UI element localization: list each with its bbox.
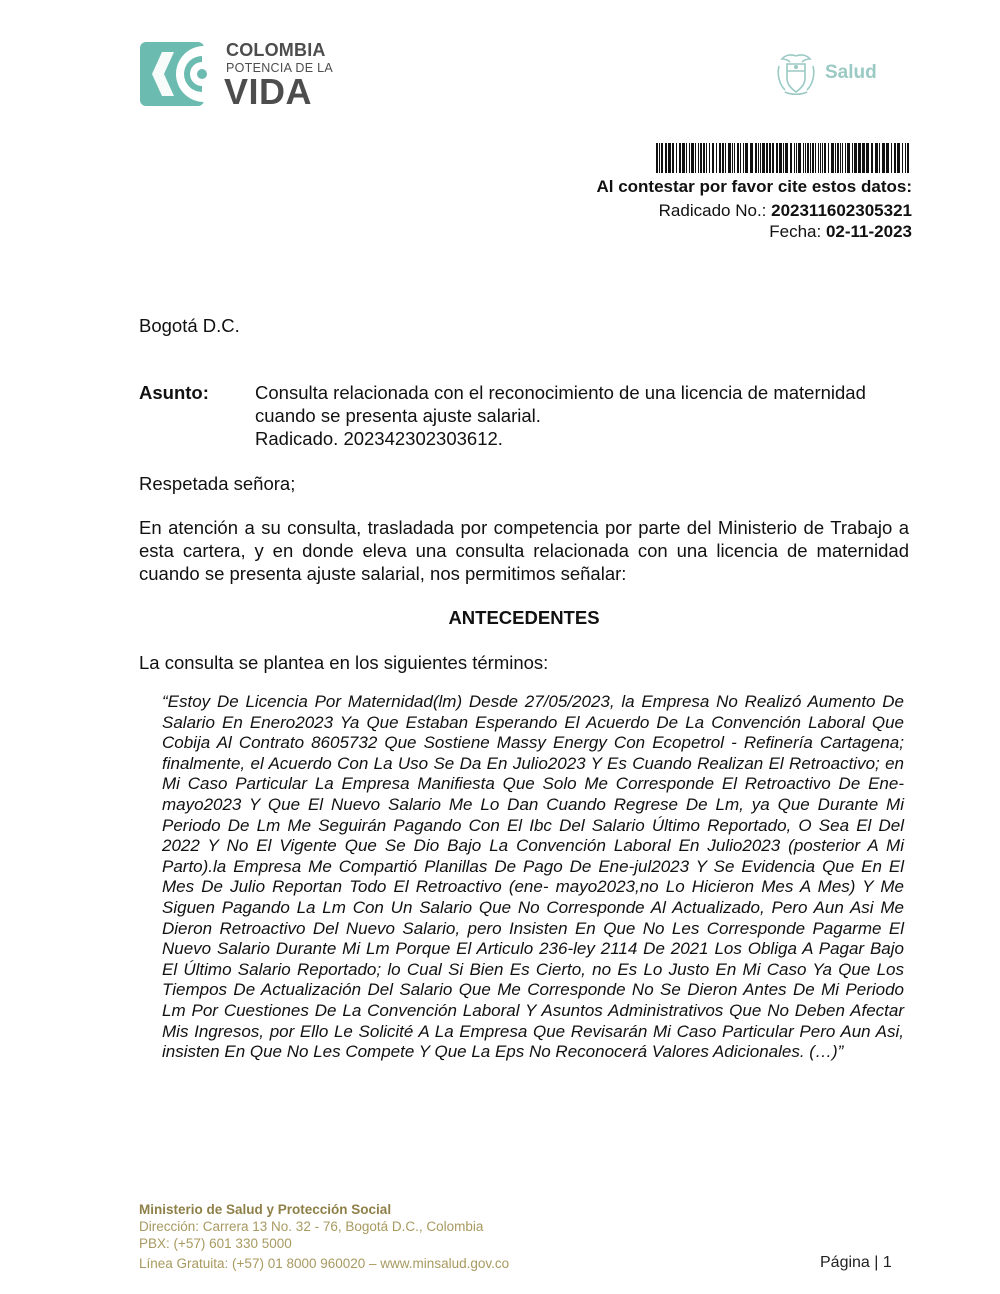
barcode-bar xyxy=(719,143,721,173)
barcode-bar xyxy=(679,143,681,173)
barcode-bar xyxy=(796,143,797,173)
barcode-bar xyxy=(661,143,663,173)
barcode-bar xyxy=(879,143,880,173)
barcode-bar xyxy=(866,143,869,173)
coat-of-arms-icon xyxy=(775,52,817,96)
barcode-bar xyxy=(858,143,861,173)
barcode-bar xyxy=(837,143,839,173)
barcode-bar xyxy=(691,143,694,173)
barcode-bar xyxy=(656,143,658,173)
barcode-bar xyxy=(905,143,906,173)
barcode-bar xyxy=(758,143,759,173)
barcode-bar xyxy=(805,143,806,173)
colombia-potencia-logo xyxy=(140,40,340,112)
barcode-bar xyxy=(818,143,819,173)
barcode-bar xyxy=(698,143,699,173)
logo-line-colombia: COLOMBIA xyxy=(226,40,326,60)
barcode-bar xyxy=(732,143,733,173)
asunto-label: Asunto: xyxy=(139,382,209,403)
barcode-bar xyxy=(828,143,829,173)
fecha-line xyxy=(769,222,912,242)
radicado-label: Radicado No.: xyxy=(658,201,772,220)
quoted-consulta: “Estoy De Licencia Por Maternidad(lm) Desde 27/05/2023, la Empresa No Realizó Aumento De Salario En Enero2023 Ya Que Estaban Esperando El Acuerdo De La Convención Laboral Que Cobija Al Contrato 8605732 Que Sostiene Massy Energy Con Ecopetrol - Refinería Cartagena; finalmente, el Acuerdo Con La Uso Se Da En Julio2023 Y Es Cuando Realizan El Retroactivo; en Mi Caso Particular La Empresa Manifiesta Que Solo Me Corresponde El Retroactivo De Ene-mayo2023 Y Que El Nuevo Salario Me Lo Dan Cuando Regrese De Lm, ya Que Durante Mi Periodo De Lm Me Seguirán Pagando Con El Ibc Del Salario Último Reportado, O Sea El Del 2022 Y No El Vigente Que Se Dio Bajo La Convención Laboral En Julio2023 (posterior A Mi Parto).la Empresa Me Compartió Planillas De Pago De Ene-jul2023 Y Se Evidencia Que En El Mes De Julio Reportan Todo El Retroactivo (ene- mayo2023,no Lo Hicieron Mes A Mes) Y Me Siguen Pagando La Lm Con Un Salario Que No Corresponde Al Actualizado, Pero Aun Asi Me Dieron Retroactivo Del Nuevo Salario, pero Insisten En Que No Les Corresponde Pagarme El Nuevo Salario Durante Mi Lm Porque El Articulo 236-ley 2114 De 2021 Los Obliga A Pagar Bajo El Último Salario Reportado; lo Cual Si Bien Es Cierto, no Es Lo Justo En Mi Caso Ya Que Los Tiempos De Actualización Del Salario Que Me Corresponde No Se Dieron Antes De Mi Periodo Lm Por Cuestiones De La Convención Laboral Y Asuntos Administrativos Que No Deben Afectar Mis Ingresos, por Ello Le Solicité A La Empresa Que Revisarán Mi Caso Particular Pero Aun Asi, insisten En Que No Les Compete Y Que La Eps No Reconocerá Valores Adicionales. (…)” xyxy=(162,692,904,1062)
barcode-bar xyxy=(665,143,667,173)
barcode-bar xyxy=(897,143,900,173)
barcode-bar xyxy=(755,143,757,173)
asunto-text xyxy=(255,381,915,450)
barcode-bar xyxy=(835,143,836,173)
asunto-line: Radicado. 202342302303612. xyxy=(255,428,503,449)
barcode-image xyxy=(656,143,912,173)
barcode-bar xyxy=(882,143,885,173)
footer-pbx: PBX: (+57) 601 330 5000 xyxy=(139,1236,292,1251)
barcode-bar xyxy=(820,143,821,173)
barcode-bar xyxy=(790,143,792,173)
barcode-bar xyxy=(700,143,702,173)
asunto-line: Consulta relacionada con el reconocimiento de una licencia de maternidad xyxy=(255,382,866,403)
barcode-bar xyxy=(695,143,696,173)
barcode-bar xyxy=(891,143,892,173)
barcode-bar xyxy=(907,143,909,173)
barcode-bar xyxy=(783,143,784,173)
salud-logo-text: Salud xyxy=(825,62,877,83)
logo-line-vida: VIDA xyxy=(224,71,313,112)
barcode-bar xyxy=(728,143,731,173)
barcode-bar xyxy=(709,143,710,173)
barcode-bar xyxy=(745,143,748,173)
barcode-bar xyxy=(803,143,804,173)
footer-hotline: Línea Gratuita: (+57) 01 8000 960020 – www.minsalud.gov.co xyxy=(139,1256,510,1271)
asunto-line: cuando se presenta ajuste salarial. xyxy=(255,405,541,426)
barcode-bar xyxy=(776,143,778,173)
barcode-bar xyxy=(716,143,717,173)
barcode-bar xyxy=(886,143,889,173)
radicado-line xyxy=(659,201,912,221)
city-line: Bogotá D.C. xyxy=(139,315,240,336)
barcode-bar xyxy=(737,143,739,173)
page-number: Página | 1 xyxy=(820,1254,892,1271)
barcode-bar xyxy=(871,143,873,173)
fecha-value: 02-11-2023 xyxy=(825,222,912,241)
logo-line-potencia: POTENCIA DE LA xyxy=(226,61,334,75)
barcode-bar xyxy=(686,143,687,173)
barcode-bar xyxy=(854,143,857,173)
barcode-bar xyxy=(689,143,690,173)
colombia-potencia-logo-icon xyxy=(140,42,210,106)
barcode-bar xyxy=(762,143,765,173)
barcode-bar xyxy=(810,143,811,173)
barcode-bar xyxy=(798,143,801,173)
footer-address: Dirección: Carrera 13 No. 32 - 76, Bogotá D.C., Colombia xyxy=(139,1219,484,1234)
fecha-label: Fecha: xyxy=(769,222,826,241)
barcode-bar xyxy=(831,143,834,173)
barcode-bar xyxy=(750,143,753,173)
barcode-bar xyxy=(659,143,660,173)
barcode-bar xyxy=(760,143,761,173)
salutation: Respetada señora; xyxy=(139,473,296,494)
barcode-bar xyxy=(812,143,814,173)
barcode-bar xyxy=(842,143,843,173)
barcode-bar xyxy=(706,143,707,173)
barcode-bar xyxy=(725,143,726,173)
barcode-bar xyxy=(794,143,795,173)
barcode-bar xyxy=(672,143,674,173)
barcode-bar xyxy=(779,143,782,173)
barcode-bar xyxy=(668,143,671,173)
barcode-bar xyxy=(902,143,903,173)
barcode-bar xyxy=(822,143,823,173)
salud-logo xyxy=(775,52,895,98)
barcode-bar xyxy=(862,143,865,173)
radicado-value: 202311602305321 xyxy=(771,201,912,220)
barcode-bar xyxy=(703,143,705,173)
intro-paragraph: En atención a su consulta, trasladada por competencia por parte del Ministerio de Trabajo a esta cartera, y en donde eleva una consulta relacionada con una licencia de maternidad cuando se presenta ajuste salarial, nos permitimos señalar: xyxy=(139,517,909,584)
barcode-bar xyxy=(852,143,853,173)
cite-instructions: Al contestar por favor cite estos datos: xyxy=(596,177,912,196)
footer-organization: Ministerio de Salud y Protección Social xyxy=(139,1202,392,1217)
barcode-bar xyxy=(682,143,685,173)
barcode-bar xyxy=(840,143,841,173)
barcode-bar xyxy=(740,143,741,173)
barcode-bar xyxy=(676,143,677,173)
barcode-bar xyxy=(766,143,768,173)
barcode-bar xyxy=(847,143,850,173)
section-title: ANTECEDENTES xyxy=(448,607,600,628)
barcode-bar xyxy=(734,143,735,173)
barcode-bar xyxy=(807,143,809,173)
barcode-bar xyxy=(785,143,788,173)
barcode-bar xyxy=(824,143,826,173)
barcode-bar xyxy=(845,143,846,173)
barcode-bar xyxy=(875,143,878,173)
barcode-bar xyxy=(722,143,724,173)
barcode-bar xyxy=(712,143,714,173)
barcode-bar xyxy=(815,143,816,173)
barcode-bar xyxy=(769,143,771,173)
barcode-bar xyxy=(894,143,896,173)
barcode-bar xyxy=(772,143,774,173)
consulta-intro: La consulta se plantea en los siguientes términos: xyxy=(139,652,549,673)
barcode-bar xyxy=(743,143,744,173)
